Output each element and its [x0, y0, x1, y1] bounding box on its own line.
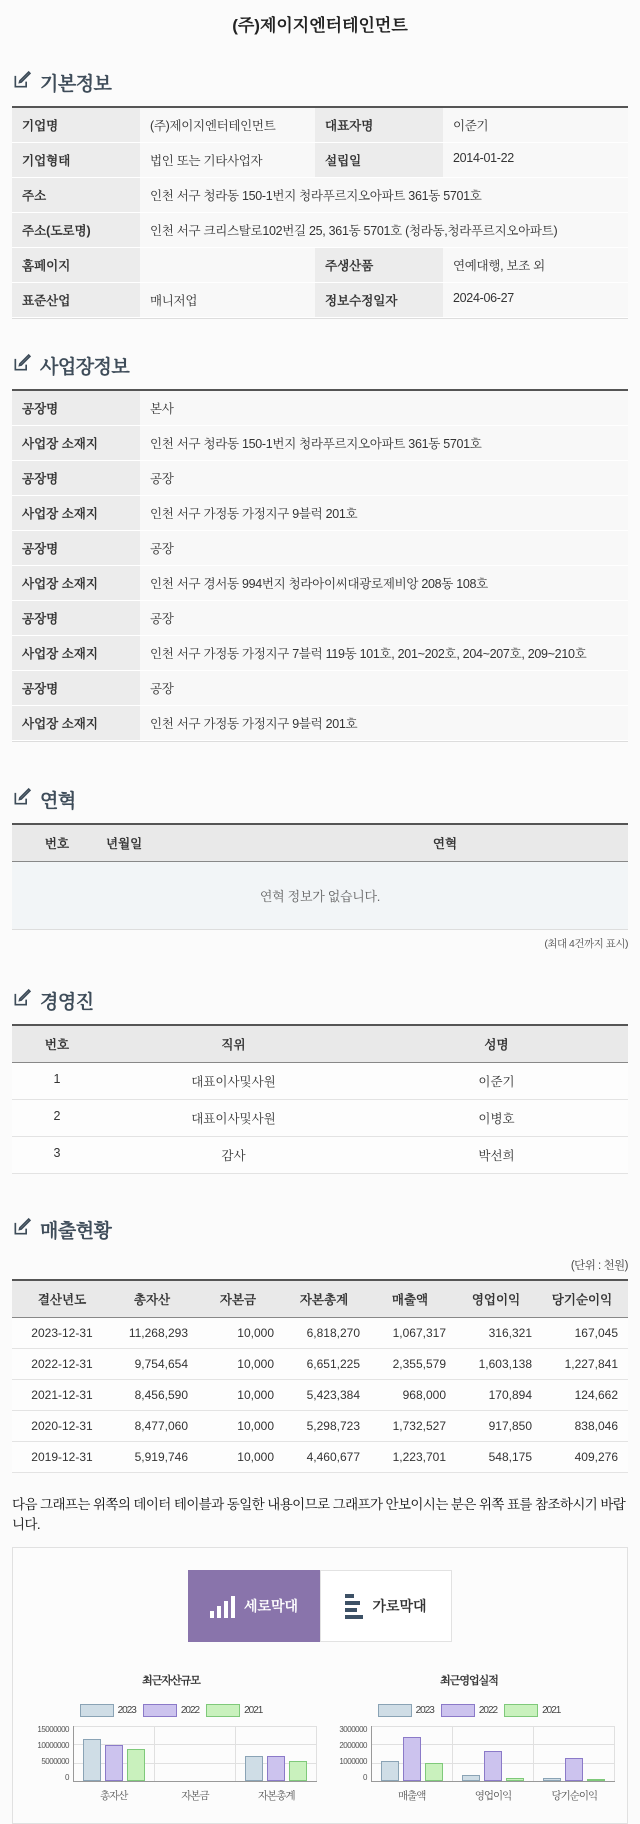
- legend-label: 2022: [478, 1705, 498, 1716]
- section-title: 매출현황: [40, 1221, 112, 1242]
- cell-amount: 6,818,270: [306, 1326, 360, 1340]
- cell-year: 2021-12-31: [31, 1388, 93, 1402]
- plot-area: [323, 1726, 615, 1782]
- cell-amount: 838,046: [574, 1419, 618, 1433]
- x-axis-labels: [371, 1782, 615, 1803]
- legend-label: 2021: [244, 1705, 263, 1716]
- history-table: [12, 823, 628, 930]
- table-row: [12, 706, 628, 741]
- field-value: 인천 서구 크리스탈로102번길 25, 361동 5701호 (청라동,청라푸르지오아파트): [140, 213, 628, 247]
- column-header: 성명: [484, 1038, 509, 1052]
- field-label: 공장명: [12, 391, 140, 425]
- column-header: 결산년도: [37, 1293, 87, 1307]
- column-header: 직위: [221, 1038, 246, 1052]
- table-row: [12, 566, 628, 601]
- bar-2023: [381, 1761, 399, 1781]
- cell-amount: 5,919,746: [134, 1450, 188, 1464]
- field-value: 인천 서구 청라동 150-1번지 청라푸르지오아파트 361동 5701호: [140, 426, 628, 460]
- column-header: 총자산: [133, 1293, 171, 1307]
- field-label: 공장명: [12, 671, 140, 705]
- y-tick-label: 1000000: [339, 1757, 367, 1766]
- field-label: 사업장 소재지: [12, 426, 140, 460]
- legend-label: 2022: [180, 1705, 200, 1716]
- vertical-bar-icon: [210, 1594, 235, 1618]
- edit-icon: [12, 353, 32, 378]
- field-label: 대표자명: [315, 108, 443, 142]
- field-label: 표준산업: [12, 283, 140, 317]
- cell-number: 1: [53, 1072, 61, 1086]
- field-value: 매니저업: [140, 283, 315, 317]
- cell-year: 2022-12-31: [31, 1357, 93, 1371]
- field-label: 사업장 소재지: [12, 636, 140, 670]
- cell-amount: 10,000: [237, 1388, 274, 1402]
- field-value: 법인 또는 기타사업자: [140, 143, 315, 177]
- plot-area: [25, 1726, 317, 1782]
- cell-name: 이병호: [478, 1112, 515, 1126]
- field-value: 인천 서구 가정동 가정지구 7블럭 119동 101호, 201~202호, 204~207호, 209~210호: [140, 636, 628, 670]
- bar-group: [155, 1726, 236, 1781]
- table-row: [12, 143, 628, 178]
- history-empty-message: 연혁 정보가 없습니다.: [12, 862, 628, 930]
- sales-body: [12, 1318, 628, 1473]
- x-tick-label: 매출액: [397, 1790, 426, 1802]
- cell-amount: 170,894: [488, 1388, 532, 1402]
- horizontal-bar-label: 가로막대: [372, 1598, 427, 1614]
- bar-2023: [462, 1775, 480, 1781]
- edit-icon: [12, 70, 32, 95]
- history-max-note: (최대 4건까지 표시): [544, 938, 628, 950]
- bar-2021: [289, 1761, 307, 1781]
- bar-chart: [323, 1672, 615, 1803]
- field-value: 인천 서구 경서동 994번지 청라아이씨대광로제비앙 208동 108호: [140, 566, 628, 600]
- column-header: 연혁: [432, 837, 458, 851]
- table-row: [12, 391, 628, 426]
- cell-amount: 548,175: [488, 1450, 532, 1464]
- cell-amount: 10,000: [237, 1326, 274, 1340]
- column-header: 자본총계: [299, 1293, 349, 1307]
- x-tick-label: 총자산: [99, 1790, 128, 1802]
- field-label: 홈페이지: [12, 248, 140, 282]
- field-value: 공장: [140, 601, 628, 635]
- chart-title: 최근영업실적: [440, 1675, 498, 1687]
- y-tick-label: 0: [363, 1773, 367, 1782]
- field-value: 2024-06-27: [443, 283, 628, 317]
- column-header: 당기순이익: [551, 1293, 613, 1307]
- cell-position: 대표이사및사원: [191, 1112, 276, 1126]
- bar-2022: [484, 1751, 502, 1781]
- graph-notice: 다음 그래프는 위쪽의 데이터 테이블과 동일한 내용이므로 그래프가 안보이시는 분은 위쪽 표를 참조하시기 바랍니다.: [12, 1497, 626, 1532]
- table-row: [12, 601, 628, 636]
- cell-amount: 409,276: [574, 1450, 618, 1464]
- sales-unit-note: (단위 : 천원): [570, 1260, 628, 1272]
- x-axis-labels: [73, 1782, 317, 1803]
- column-header: 영업이익: [471, 1293, 521, 1307]
- bar-2023: [83, 1739, 101, 1781]
- legend-item: [504, 1704, 560, 1717]
- chart-legend: [323, 1704, 615, 1717]
- bar-2021: [127, 1749, 145, 1781]
- cell-name: 이준기: [478, 1075, 515, 1089]
- section-title: 경영진: [40, 992, 94, 1013]
- table-row: [12, 461, 628, 496]
- field-label: 사업장 소재지: [12, 706, 140, 740]
- y-tick-label: 15000000: [37, 1725, 69, 1734]
- field-label: 공장명: [12, 531, 140, 565]
- bar-2022: [267, 1756, 285, 1781]
- bar-chart: [25, 1672, 317, 1803]
- chart-type-toggle: [21, 1570, 619, 1642]
- bar-2022: [565, 1758, 583, 1781]
- y-tick-label: 0: [65, 1773, 69, 1782]
- field-label: 사업장 소재지: [12, 496, 140, 530]
- cell-amount: 2,355,579: [392, 1357, 446, 1371]
- bar-group: [74, 1726, 155, 1781]
- field-value: 공장: [140, 461, 628, 495]
- legend-label: 2023: [415, 1705, 434, 1716]
- sales-table: [12, 1279, 628, 1473]
- legend-swatch: [441, 1704, 475, 1717]
- table-row: [12, 531, 628, 566]
- table-row: [12, 1137, 628, 1174]
- legend-swatch: [80, 1704, 114, 1717]
- table-row: [12, 1349, 628, 1380]
- cell-amount: 968,000: [402, 1388, 446, 1402]
- field-value: 연예대행, 보조 외: [443, 248, 628, 282]
- cell-amount: 5,298,723: [306, 1419, 360, 1433]
- table-row: [12, 1411, 628, 1442]
- field-label: 정보수정일자: [315, 283, 443, 317]
- column-header: 번호: [44, 837, 70, 851]
- bar-group: [372, 1726, 453, 1781]
- section-title: 사업장정보: [40, 357, 130, 378]
- cell-amount: 4,460,677: [306, 1450, 360, 1464]
- field-value: 이준기: [443, 108, 628, 142]
- edit-icon: [12, 787, 32, 812]
- bar-group: [453, 1726, 534, 1781]
- bar-2021: [587, 1779, 605, 1781]
- horizontal-bar-icon: [345, 1594, 363, 1619]
- cell-amount: 1,067,317: [392, 1326, 446, 1340]
- table-row: [12, 108, 628, 143]
- cell-number: 2: [53, 1109, 61, 1123]
- cell-amount: 124,662: [574, 1388, 618, 1402]
- cell-position: 감사: [221, 1149, 246, 1163]
- field-label: 주생산품: [315, 248, 443, 282]
- table-row: [12, 1380, 628, 1411]
- bar-2023: [245, 1756, 263, 1782]
- management-body: [12, 1063, 628, 1174]
- plot-grid: [73, 1726, 317, 1782]
- cell-amount: 316,321: [488, 1326, 532, 1340]
- management-table: [12, 1024, 628, 1174]
- table-row: [12, 283, 628, 318]
- cell-amount: 8,456,590: [134, 1388, 188, 1402]
- bar-2022: [403, 1737, 421, 1781]
- legend-swatch: [206, 1704, 240, 1717]
- cell-amount: 10,000: [237, 1450, 274, 1464]
- cell-number: 3: [53, 1146, 61, 1160]
- cell-amount: 1,227,841: [564, 1357, 618, 1371]
- column-header: 번호: [44, 1038, 70, 1052]
- cell-amount: 1,732,527: [392, 1419, 446, 1433]
- edit-icon: [12, 988, 32, 1013]
- cell-amount: 6,651,225: [306, 1357, 360, 1371]
- management-header: [12, 1026, 628, 1063]
- section-history-heading: [12, 786, 628, 813]
- legend-label: 2023: [117, 1705, 136, 1716]
- section-title: 기본정보: [40, 74, 112, 95]
- bar-2021: [506, 1778, 524, 1781]
- table-row: [12, 496, 628, 531]
- cell-amount: 1,603,138: [478, 1357, 532, 1371]
- field-label: 기업명: [12, 108, 140, 142]
- legend-swatch: [143, 1704, 177, 1717]
- cell-amount: 5,423,384: [306, 1388, 360, 1402]
- field-label: 설립일: [315, 143, 443, 177]
- chart-panel: [12, 1547, 628, 1824]
- table-row: [12, 1063, 628, 1100]
- cell-amount: 9,754,654: [134, 1357, 188, 1371]
- legend-item: [80, 1704, 136, 1717]
- y-tick-label: 10000000: [37, 1741, 69, 1750]
- chart-title: 최근자산규모: [142, 1675, 200, 1687]
- vertical-bar-label: 세로막대: [243, 1598, 299, 1614]
- field-value: [140, 248, 315, 282]
- cell-year: 2020-12-31: [31, 1419, 93, 1433]
- legend-item: [441, 1704, 497, 1717]
- column-header: 매출액: [391, 1293, 429, 1307]
- plot-grid: [371, 1726, 615, 1782]
- cell-amount: 1,223,701: [392, 1450, 446, 1464]
- legend-item: [206, 1704, 262, 1717]
- y-axis: [323, 1726, 371, 1782]
- field-value: (주)제이지엔터테인먼트: [140, 108, 315, 142]
- cell-amount: 167,045: [574, 1326, 618, 1340]
- y-tick-label: 3000000: [339, 1725, 367, 1734]
- field-label: 주소: [12, 178, 140, 212]
- bar-group: [236, 1726, 317, 1781]
- section-basic-info-heading: [12, 69, 628, 96]
- sites-table: [12, 389, 628, 742]
- field-value: 공장: [140, 671, 628, 705]
- cell-year: 2023-12-31: [31, 1326, 93, 1340]
- field-label: 기업형태: [12, 143, 140, 177]
- table-row: [12, 178, 628, 213]
- bar-2022: [105, 1745, 123, 1781]
- table-row: [12, 213, 628, 248]
- bar-group: [534, 1726, 615, 1781]
- cell-position: 대표이사및사원: [191, 1075, 276, 1089]
- basic-info-table: [12, 106, 628, 319]
- cell-amount: 8,477,060: [134, 1419, 188, 1433]
- legend-swatch: [378, 1704, 412, 1717]
- table-row: [12, 426, 628, 461]
- cell-amount: 11,268,293: [128, 1326, 188, 1340]
- section-title: 연혁: [40, 791, 76, 812]
- table-row: [12, 1100, 628, 1137]
- bar-2021: [425, 1763, 443, 1781]
- cell-year: 2019-12-31: [31, 1450, 93, 1464]
- table-row: [12, 671, 628, 706]
- history-header: [12, 825, 628, 862]
- section-management-heading: [12, 987, 628, 1014]
- section-sites-heading: [12, 352, 628, 379]
- legend-item: [378, 1704, 434, 1717]
- legend-label: 2021: [542, 1705, 561, 1716]
- field-value: 공장: [140, 531, 628, 565]
- legend-swatch: [504, 1704, 538, 1717]
- x-tick-label: 자본총계: [258, 1790, 295, 1802]
- field-label: 주소(도로명): [12, 213, 140, 247]
- field-label: 공장명: [12, 601, 140, 635]
- column-header: 년월일: [106, 837, 143, 851]
- table-row: [12, 248, 628, 283]
- cell-name: 박선희: [478, 1149, 515, 1163]
- field-value: 인천 서구 가정동 가정지구 9블럭 201호: [140, 706, 628, 740]
- field-value: 인천 서구 청라동 150-1번지 청라푸르지오아파트 361동 5701호: [140, 178, 628, 212]
- cell-amount: 10,000: [237, 1419, 274, 1433]
- x-tick-label: 당기순이익: [551, 1790, 598, 1802]
- edit-icon: [12, 1217, 32, 1242]
- table-row: [12, 1318, 628, 1349]
- field-value: 인천 서구 가정동 가정지구 9블럭 201호: [140, 496, 628, 530]
- charts-row: [21, 1672, 619, 1803]
- column-header: 자본금: [219, 1293, 257, 1307]
- field-label: 공장명: [12, 461, 140, 495]
- x-tick-label: 자본금: [181, 1790, 209, 1802]
- vertical-bar-button[interactable]: [188, 1570, 320, 1642]
- y-tick-label: 2000000: [339, 1741, 367, 1750]
- chart-legend: [25, 1704, 317, 1717]
- y-axis: [25, 1726, 73, 1782]
- horizontal-bar-button[interactable]: [320, 1570, 452, 1642]
- cell-amount: 10,000: [237, 1357, 274, 1371]
- bar-2023: [543, 1778, 561, 1781]
- table-row: [12, 636, 628, 671]
- field-label: 사업장 소재지: [12, 566, 140, 600]
- field-value: 본사: [140, 391, 628, 425]
- cell-amount: 917,850: [488, 1419, 532, 1433]
- page-title: (주)제이지엔터테인먼트: [232, 16, 408, 35]
- x-tick-label: 영업이익: [474, 1790, 512, 1802]
- sales-header: [12, 1281, 628, 1318]
- field-value: 2014-01-22: [443, 143, 628, 177]
- y-tick-label: 5000000: [41, 1757, 69, 1766]
- legend-item: [143, 1704, 199, 1717]
- section-sales-heading: [12, 1216, 628, 1243]
